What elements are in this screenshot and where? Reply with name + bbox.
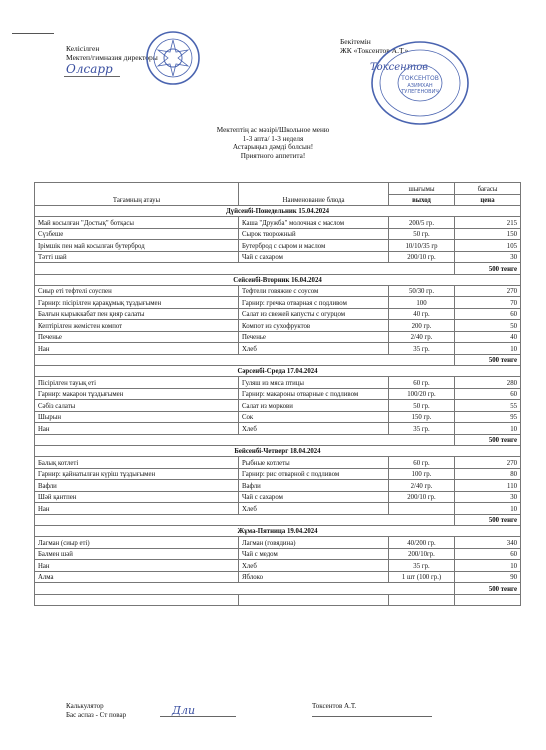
dish-name-kz: Гарнир: қайнатылған күріш тұздығымен [35,468,239,480]
dish-output: 50 гр. [389,228,455,240]
dish-price: 150 [455,228,521,240]
dish-name-ru: Рыбные котлеты [239,457,389,469]
dish-name-ru: Салат из свежей капусты с огурцом [239,308,389,320]
agreed-label: Келісілген [66,44,100,53]
menu-row [35,343,521,355]
dish-price: 60 [455,388,521,400]
dish-price: 110 [455,480,521,492]
dish-price: 55 [455,400,521,412]
dish-price: 340 [455,537,521,549]
total-spacer [35,354,455,366]
blank-cell [35,594,239,606]
menu-row [35,537,521,549]
dish-name-kz: Балық котлеті [35,457,239,469]
dish-price: 80 [455,468,521,480]
dish-price: 30 [455,491,521,503]
menu-row [35,400,521,412]
dish-name-ru: Хлеб [239,503,389,515]
dish-name-kz: Сиыр еті тефтелі соуспен [35,285,239,297]
dish-name-ru: Компот из сухофруктов [239,320,389,332]
title-line-2: 1-3 апта/ 1-3 неделя [242,134,304,143]
dish-name-ru: Гарнир: гречка отварная с подливом [239,297,389,309]
dish-name-ru: Бутерброд с сыром и маслом [239,240,389,252]
dish-price: 10 [455,560,521,572]
dish-price: 60 [455,308,521,320]
dish-name-ru: Тефтели говяжие с соусом [239,285,389,297]
total-spacer [35,263,455,275]
day-total: 500 тенге [455,263,521,275]
chef-label: Бас аспаз - Ст повар [66,711,127,719]
day-header-row [35,206,521,217]
table-header-row [35,183,521,195]
director-signature: Олсарр [66,62,113,76]
dish-price: 40 [455,331,521,343]
dish-name-kz: Май косылған "Достық" ботқасы [35,217,239,229]
blank-cell [389,594,455,606]
dish-name-kz: Пісірілген тауық еті [35,377,239,389]
dish-output: 40/200 гр. [389,537,455,549]
dish-name-kz: Ірімшік пен май косылған бутерброд [35,240,239,252]
chef-signature-line [160,716,236,717]
dish-price: 270 [455,285,521,297]
dish-name-kz: Сүзбеше [35,228,239,240]
state-emblem-icon [143,28,203,88]
svg-text:ТУЛЕГЕНОВИЧ: ТУЛЕГЕНОВИЧ [401,89,439,95]
dish-name-ru: Сырок творожный [239,228,389,240]
dish-output: 200/10гр. [389,548,455,560]
dish-name-kz: Вафли [35,480,239,492]
blank-row [35,594,521,606]
dish-name-ru: Печенье [239,331,389,343]
day-header-row [35,366,521,377]
dish-price: 70 [455,297,521,309]
col-header-name-kz: Тағамның атауы [35,183,239,206]
dish-name-kz: Нан [35,503,239,515]
title-line-3: Астарыңыз дәмді болсын! [232,143,314,152]
dish-output: 35 гр. [389,343,455,355]
col-header-output-ru: выход [389,194,455,206]
dish-name-kz: Сәбіз салаты [35,400,239,412]
footer-right-name: Токсентов А.Т. [312,702,357,710]
dish-name-kz: Алма [35,571,239,583]
day-total-row [35,354,521,366]
dish-name-ru: Сок [239,411,389,423]
approve-label: Бекітемін [340,37,371,46]
dish-name-kz: Нан [35,343,239,355]
dish-name-kz: Печенье [35,331,239,343]
dish-price: 30 [455,251,521,263]
day-title: Жұма-Пятница 19.04.2024 [35,526,521,537]
day-header-row [35,446,521,457]
dish-output: 35 гр. [389,560,455,572]
dish-name-ru: Гуляш из мяса птицы [239,377,389,389]
dish-output: 60 гр. [389,377,455,389]
menu-row [35,480,521,492]
dish-name-kz: Нан [35,560,239,572]
dish-output: 100/20 гр. [389,388,455,400]
col-header-price-kz: бағасы [455,183,521,195]
dish-output: 200/5 гр. [389,217,455,229]
dish-price: 105 [455,240,521,252]
dish-output: 150 гр. [389,411,455,423]
approver-signature: Токсентов [370,62,429,73]
menu-row [35,560,521,572]
blank-cell [239,594,389,606]
dish-price: 60 [455,548,521,560]
dish-name-kz: Тәтті шай [35,251,239,263]
dish-output: 2/40 гр. [389,331,455,343]
title-line-4: Приятного аппетита! [240,151,306,160]
menu-row [35,491,521,503]
director-signature-line [64,76,120,77]
menu-row [35,423,521,435]
dish-output: 200/10 гр. [389,491,455,503]
day-header-row [35,526,521,537]
director-label: Мектеп/гимназия директоры [66,53,158,62]
dish-name-kz: Кептірілген жемістен компот [35,320,239,332]
dish-output: 50 гр. [389,400,455,412]
header-rule [12,33,54,34]
dish-output: 1 шт (100 гр.) [389,571,455,583]
chef-signature: Дли [172,704,196,717]
blank-cell [455,594,521,606]
day-title: Дүйсенбі-Понедельник 15.04.2024 [35,206,521,217]
menu-row [35,240,521,252]
menu-row [35,377,521,389]
menu-row [35,228,521,240]
col-header-price-ru: цена [455,194,521,206]
dish-name-ru: Каша "Дружба" молочная с маслом [239,217,389,229]
dish-name-kz: Гарнир: макарон тұздығымен [35,388,239,400]
menu-row [35,457,521,469]
right-signature-line [312,716,432,717]
day-total-row [35,434,521,446]
dish-price: 10 [455,503,521,515]
dish-name-kz: Гарнир: пісірілген қарақұмық тұздығымен [35,297,239,309]
day-total: 500 тенге [455,354,521,366]
menu-title [0,126,546,160]
title-line-1: Мектептің ас мәзірі/Школьное меню [216,126,330,134]
day-total: 500 тенге [455,434,521,446]
dish-price: 50 [455,320,521,332]
dish-name-kz: Нан [35,423,239,435]
total-spacer [35,514,455,526]
round-stamp-icon [360,38,470,128]
dish-name-ru: Чай с сахаром [239,251,389,263]
dish-output: 100 [389,297,455,309]
dish-name-ru: Лагман (говядина) [239,537,389,549]
dish-name-ru: Яблоко [239,571,389,583]
menu-row [35,548,521,560]
menu-row [35,251,521,263]
total-spacer [35,583,455,595]
menu-row [35,320,521,332]
menu-row [35,285,521,297]
day-title: Сәрсенбі-Среда 17.04.2024 [35,366,521,377]
menu-row [35,331,521,343]
dish-output: 2/40 гр. [389,480,455,492]
dish-name-kz: Шырын [35,411,239,423]
menu-row [35,468,521,480]
footer-left [66,702,126,720]
col-header-output-kz: шығымы [389,183,455,195]
dish-name-kz: Балғын кырыккабат пен қияр салаты [35,308,239,320]
dish-name-kz: Балмен шәй [35,548,239,560]
day-total-row [35,583,521,595]
day-header-row [35,274,521,285]
dish-price: 10 [455,423,521,435]
day-total-row [35,263,521,275]
dish-name-ru: Чай с медом [239,548,389,560]
day-total: 500 тенге [455,583,521,595]
dish-output: 35 гр. [389,423,455,435]
day-total: 500 тенге [455,514,521,526]
menu-row [35,388,521,400]
dish-output: 60 гр. [389,457,455,469]
menu-row [35,297,521,309]
dish-name-kz: Шәй қантпен [35,491,239,503]
menu-row [35,571,521,583]
stamp-text: ТОКСЕНТОВ [401,75,439,82]
col-header-name-ru: Наименование блюда [239,183,389,206]
dish-name-ru: Чай с сахаром [239,491,389,503]
dish-price: 280 [455,377,521,389]
dish-output: 50/30 гр. [389,285,455,297]
total-spacer [35,434,455,446]
dish-name-ru: Гарнир: рис отварной с подливом [239,468,389,480]
dish-name-kz: Лагман (сиыр еті) [35,537,239,549]
dish-output: 10/10/35 гр [389,240,455,252]
dish-name-ru: Хлеб [239,343,389,355]
menu-row [35,308,521,320]
calculator-label: Калькулятор [66,702,104,710]
entrepreneur-label: ЖК «Токсентов А.Т.» [340,46,409,55]
dish-name-ru: Хлеб [239,560,389,572]
menu-row [35,503,521,515]
dish-output [389,503,455,515]
menu-table [34,182,521,606]
dish-output: 200/10 гр. [389,251,455,263]
dish-price: 215 [455,217,521,229]
dish-name-ru: Вафли [239,480,389,492]
dish-name-ru: Салат из моркови [239,400,389,412]
day-title: Сейсенбі-Вторник 16.04.2024 [35,274,521,285]
dish-price: 95 [455,411,521,423]
day-total-row [35,514,521,526]
dish-name-ru: Хлеб [239,423,389,435]
day-title: Бейсенбі-Четверг 18.04.2024 [35,446,521,457]
dish-name-ru: Гарнир: макароны отварные с подливом [239,388,389,400]
dish-output: 40 гр. [389,308,455,320]
dish-price: 10 [455,343,521,355]
svg-text:АЗИМХАН: АЗИМХАН [407,83,433,89]
dish-output: 200 гр. [389,320,455,332]
menu-row [35,217,521,229]
dish-output: 100 гр. [389,468,455,480]
dish-price: 270 [455,457,521,469]
menu-row [35,411,521,423]
dish-price: 90 [455,571,521,583]
